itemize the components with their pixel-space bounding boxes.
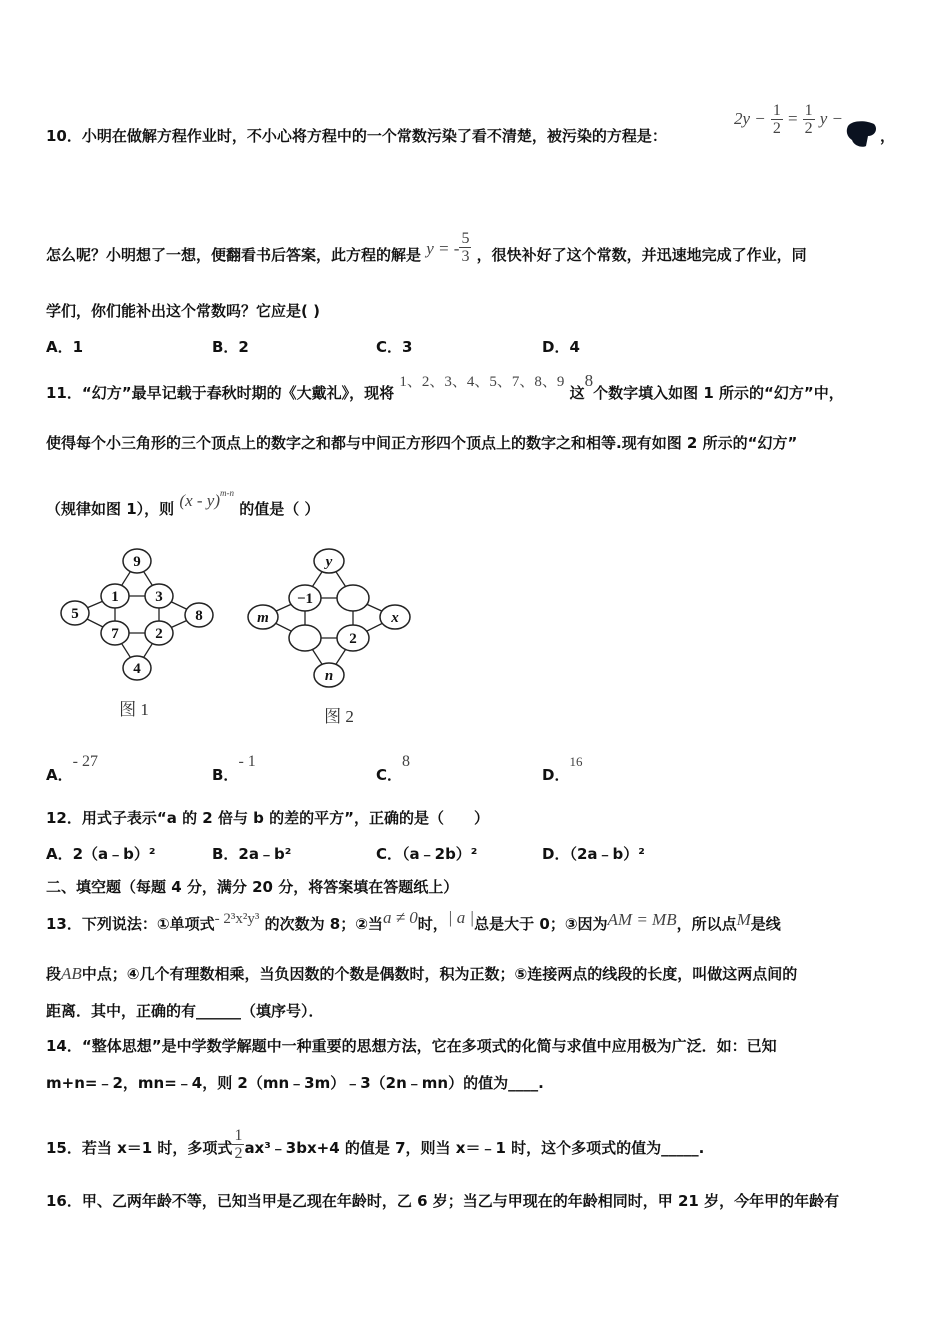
q10-solution-frac: $\frac{5}{3}$ [461,230,470,265]
q12-option-d: D．（2a﹣b）² [542,845,645,863]
q12-option-a: A．2（a﹣b）² [46,845,156,863]
fig2-node-left: m [257,610,269,626]
fig1-node-top: 9 [133,554,141,570]
q13-monomial: - 2³x²y³ [214,911,260,927]
q12-option-b: B．2a﹣b² [212,845,292,863]
q13-segment: AM = MB [607,910,677,929]
q13-ab: AB [61,964,82,983]
q11-line2: 使得每个小三角形的三个顶点上的数字之和都与中间正方形四个顶点上的数字之和相等.现有如图 2 所示的“幻方” [46,434,798,452]
q11-expr-exp: m-n [219,488,234,498]
q14-line1: 14．“整体思想”是中学数学解题中一种重要的思想方法，它在多项式的化简与求值中应用极为广泛．如：已知 [46,1037,777,1055]
q11-line1: 11．“幻方”最早记载于春秋时期的《大戴礼》，现将 1、2、3、4、5、7、8、9 这8个数字填入如图 1 所示的“幻方”中， [46,371,844,402]
q11-option-c: C．8 [376,753,411,784]
fig1-node-right: 8 [195,608,203,624]
fig2-node-top: y [325,554,333,570]
figure-2 [243,545,423,735]
fig2-node-bottom: n [324,668,334,684]
q12-option-c: C．（a﹣2b）² [376,845,478,863]
q10-text: 10．小明在做解方程作业时，不小心将方程中的一个常数污染了看不清楚，被污染的方程是： [46,127,667,145]
q10-line3: 学们，你们能补出这个常数吗？它应是( ) [46,302,320,320]
q13-point: M [736,910,751,929]
q11-option-b: B．- 1 [212,753,256,784]
fig2-node-right: x [391,610,399,626]
q15-line: 15．若当 x＝1 时，多项式 $\frac{1}{2}$ ax³﹣3bx+4 的值是 7，则当 x＝﹣1 时，这个多项式的值为_____. [46,1127,705,1162]
q10-line1 [46,126,667,146]
q10-eq-sign: = [787,109,798,128]
figure-1 [56,545,226,725]
fig1-node-left: 5 [71,606,79,622]
fig2-node-tl: −1 [296,591,314,607]
q10-comma: ， [880,127,896,145]
fig2-node-br: 2 [349,631,357,647]
q10-frac1: $\frac{1}{2}$ [772,102,781,137]
q10-option-b: B．2 [212,338,249,356]
q10-eq-lhs: 2y − [734,109,766,128]
q10-equation [734,102,843,137]
q11-option-d: D．16 [542,754,583,784]
q14-line2: m+n=﹣2，mn=﹣4，则 2（mn﹣3m）﹣3（2n﹣mn）的值为____. [46,1074,544,1092]
q15-frac: $\frac{1}{2}$ [234,1127,243,1162]
q10-line2: 怎么呢？小明想了一想，便翻看书后答案，此方程的解是 y = - $\frac{5}{3}$ ，很快补好了这个常数，并迅速地完成了作业，同 [46,230,807,265]
q13-line1: 13．下列说法：①单项式- 2³x²y³ 的次数为 8；②当a ≠ 0时，| a |总是大于 0；③因为AM = MB，所以点M是线 [46,908,781,933]
q11-numbers: 1、2、3、4、5、7、8、9 [399,374,565,390]
q13-absval: | a | [447,908,475,927]
q10-eq-rhs: y − [819,109,844,128]
q10-option-a: A．1 [46,338,84,356]
fig1-node-tr: 3 [155,589,163,605]
q10-frac2: $\frac{1}{2}$ [804,102,813,137]
q11-count: 8 [584,371,594,390]
fig2-caption: 图 2 [324,707,354,726]
q10-option-d: D．4 [542,338,580,356]
q13-line3: 距离．其中，正确的有______（填序号）． [46,1002,324,1020]
fig1-node-bottom: 4 [133,661,141,677]
section-heading: 二、填空题（每题 4 分，满分 20 分，将答案填在答题纸上） [46,878,459,896]
q13-line2: 段AB中点；④几个有理数相乘，当负因数的个数是偶数时，积为正数；⑤连接两点的线段的长度，叫做这两点间的 [46,964,798,983]
q13-condition: a ≠ 0 [382,908,418,927]
q11-option-a: A．- 27 [46,753,98,784]
q10-option-c: C．3 [376,338,413,356]
fig1-node-br: 2 [155,626,163,642]
fig1-caption: 图 1 [119,700,149,719]
q16-line1: 16．甲、乙两年龄不等，已知当甲是乙现在年龄时，乙 6 岁；当乙与甲现在的年龄相同时，甲 21 岁，今年甲的年龄有 [46,1192,840,1210]
ink-smudge [846,120,878,148]
fig1-node-bl: 7 [111,626,119,642]
q10-solution: y = - [426,239,460,258]
q11-expr: (x - y) [179,491,220,510]
q12-text: 12．用式子表示“a 的 2 倍与 b 的差的平方”，正确的是（ ） [46,809,490,827]
fig1-node-tl: 1 [111,589,119,605]
q11-line3: （规律如图 1），则 (x - y)$^{m-n}$ 的值是（ ） [46,488,320,518]
